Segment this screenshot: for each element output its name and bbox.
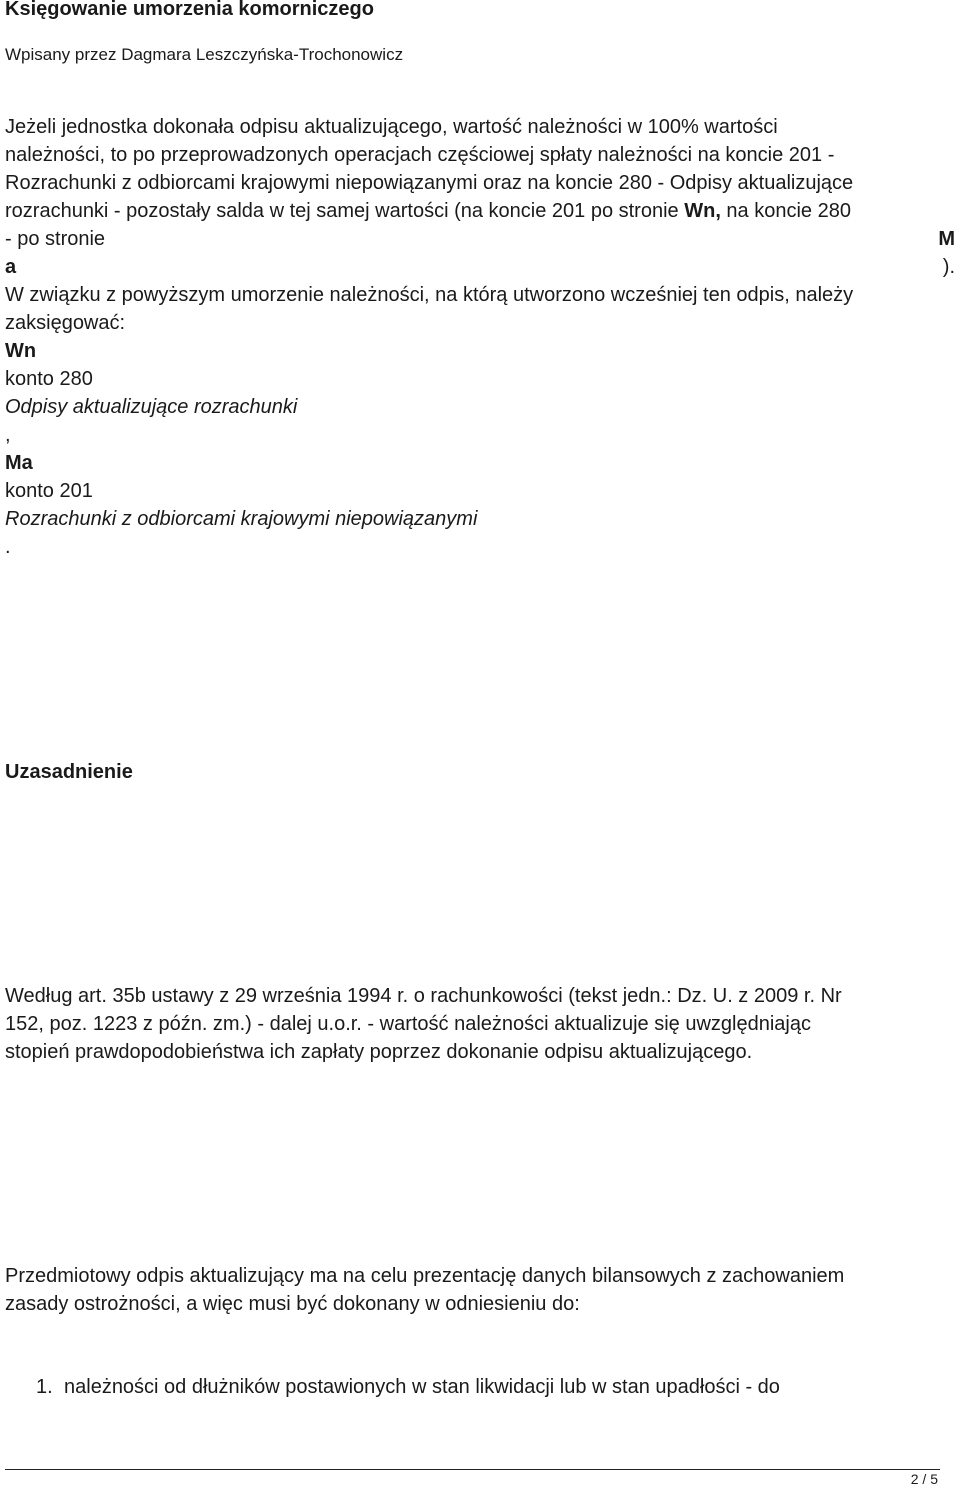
text-line: [5, 197, 955, 225]
text-fragment: na koncie 280: [720, 200, 851, 222]
text-line: 152, poz. 1223 z późn. zm.) - dalej u.o.r. - wartość należności aktualizuje się uwzględniając: [5, 1013, 811, 1035]
text-line: stopień prawdopodobieństwa ich zapłaty poprzez dokonanie odpisu aktualizującego.: [5, 1041, 753, 1063]
page-number: 2 / 5: [910, 1471, 938, 1487]
text-line: Jeżeli jednostka dokonała odpisu aktualizującego, wartość należności w 100% wartości: [5, 116, 778, 138]
text-fragment: ).: [942, 256, 955, 278]
text-line: zaksięgować:: [5, 312, 126, 334]
text-fragment: - po stronie: [5, 228, 106, 250]
text-line: W związku z powyższym umorzenie należności, na którą utworzono wcześniej ten odpis, należy: [5, 284, 854, 306]
text-line: zasady ostrożności, a więc musi być dokonany w odniesieniu do:: [5, 1293, 580, 1315]
debit-account-name: Odpisy aktualizujące rozrachunki: [5, 396, 298, 418]
text-fragment: rozrachunki - pozostały salda w tej samej wartości (na koncie 201 po stronie: [5, 200, 685, 222]
footer-divider: [5, 1469, 940, 1470]
list-item-number: 1.: [36, 1376, 53, 1398]
paragraph-posting: [5, 281, 955, 561]
debit-side-label: Wn,: [684, 200, 721, 222]
credit-account: konto 201: [5, 480, 93, 502]
separator: ,: [5, 424, 11, 446]
credit-account-name: Rozrachunki z odbiorcami krajowymi niepowiązanymi: [5, 508, 478, 530]
text-line: Przedmiotowy odpis aktualizujący ma na celu prezentację danych bilansowych z zachowaniem: [5, 1265, 845, 1287]
credit-label: Ma: [5, 452, 33, 474]
credit-side-label-part: a: [5, 256, 17, 278]
section-heading: Uzasadnienie: [5, 761, 133, 783]
debit-account: konto 280: [5, 368, 93, 390]
period: .: [5, 536, 11, 558]
text-line: należności, to po przeprowadzonych operacjach częściowej spłaty należności na koncie 201 -: [5, 144, 835, 166]
document-title: Księgowanie umorzenia komorniczego: [5, 0, 374, 20]
list-item-text: należności od dłużników postawionych w stan likwidacji lub w stan upadłości - do: [64, 1376, 780, 1398]
paragraph-balances: [5, 113, 955, 281]
justified-line: [5, 253, 955, 281]
paragraph-purpose: [5, 1262, 955, 1318]
author-line: Wpisany przez Dagmara Leszczyńska-Trochonowicz: [5, 45, 404, 64]
justified-line: [5, 225, 955, 253]
list-item: [36, 1373, 780, 1401]
debit-label: Wn: [5, 340, 37, 362]
credit-side-label-part: M: [938, 228, 955, 250]
paragraph-legal-basis: [5, 982, 955, 1066]
text-line: Według art. 35b ustawy z 29 września 1994 r. o rachunkowości (tekst jedn.: Dz. U. z 2009 r. Nr: [5, 985, 842, 1007]
text-line: Rozrachunki z odbiorcami krajowymi niepowiązanymi oraz na koncie 280 - Odpisy aktualizujące: [5, 172, 854, 194]
